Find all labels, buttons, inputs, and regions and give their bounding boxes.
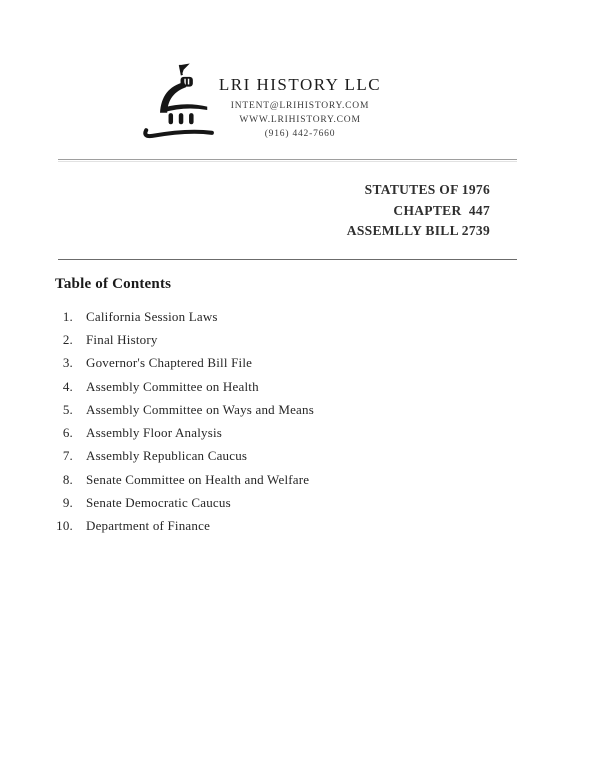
- toc-item-number: 6.: [62, 425, 73, 441]
- toc-item-label: Final History: [86, 331, 158, 347]
- toc-item-number: 10.: [56, 518, 73, 534]
- toc-item-label: Senate Committee on Health and Welfare: [86, 471, 310, 487]
- toc-item-label: California Session Laws: [86, 308, 218, 324]
- top-divider: [58, 159, 517, 162]
- toc-list: [0, 305, 520, 538]
- toc-heading: Table of Contents: [55, 276, 172, 292]
- toc-item-number: 9.: [62, 495, 73, 511]
- company-phone: (916) 442-7660: [264, 129, 336, 139]
- bill-reference: [347, 180, 490, 242]
- chapter-line: CHAPTER 447: [393, 202, 490, 218]
- toc-item: [0, 398, 520, 421]
- toc-item-number: 5.: [62, 401, 73, 417]
- toc-item-number: 2.: [62, 331, 73, 347]
- toc-item: [0, 445, 520, 468]
- toc-item-number: 3.: [62, 355, 73, 371]
- toc-item-label: Governor's Chaptered Bill File: [86, 355, 253, 371]
- toc-item: [0, 375, 520, 398]
- toc-item: [0, 328, 520, 351]
- toc-item-label: Assembly Committee on Health: [86, 378, 259, 394]
- toc-item: [0, 421, 520, 444]
- company-email: INTENT@LRIHISTORY.COM: [230, 101, 370, 111]
- statutes-line: STATUTES OF 1976: [364, 182, 490, 197]
- toc-item-label: Assembly Floor Analysis: [86, 425, 223, 441]
- toc-item: [0, 305, 520, 328]
- toc-item-label: Assembly Republican Caucus: [86, 448, 248, 464]
- company-name: LRI HISTORY LLC: [218, 75, 382, 94]
- toc-item-number: 8.: [62, 471, 73, 487]
- toc-item: [0, 491, 520, 514]
- letterhead: [0, 75, 600, 141]
- toc-item: [0, 515, 520, 538]
- toc-item-number: 7.: [62, 448, 73, 464]
- assembly-bill-line: ASSEMLLY BILL 2739: [346, 223, 490, 238]
- toc-item-label: Department of Finance: [86, 518, 211, 534]
- toc-item-number: 4.: [62, 378, 73, 394]
- toc-item: [0, 468, 520, 491]
- toc-item-number: 1.: [62, 308, 73, 324]
- toc-item-label: Senate Democratic Caucus: [86, 495, 231, 511]
- toc-item: [0, 352, 520, 375]
- middle-divider: [58, 259, 517, 260]
- toc-item-label: Assembly Committee on Ways and Means: [86, 401, 314, 417]
- company-website: WWW.LRIHISTORY.COM: [239, 115, 361, 125]
